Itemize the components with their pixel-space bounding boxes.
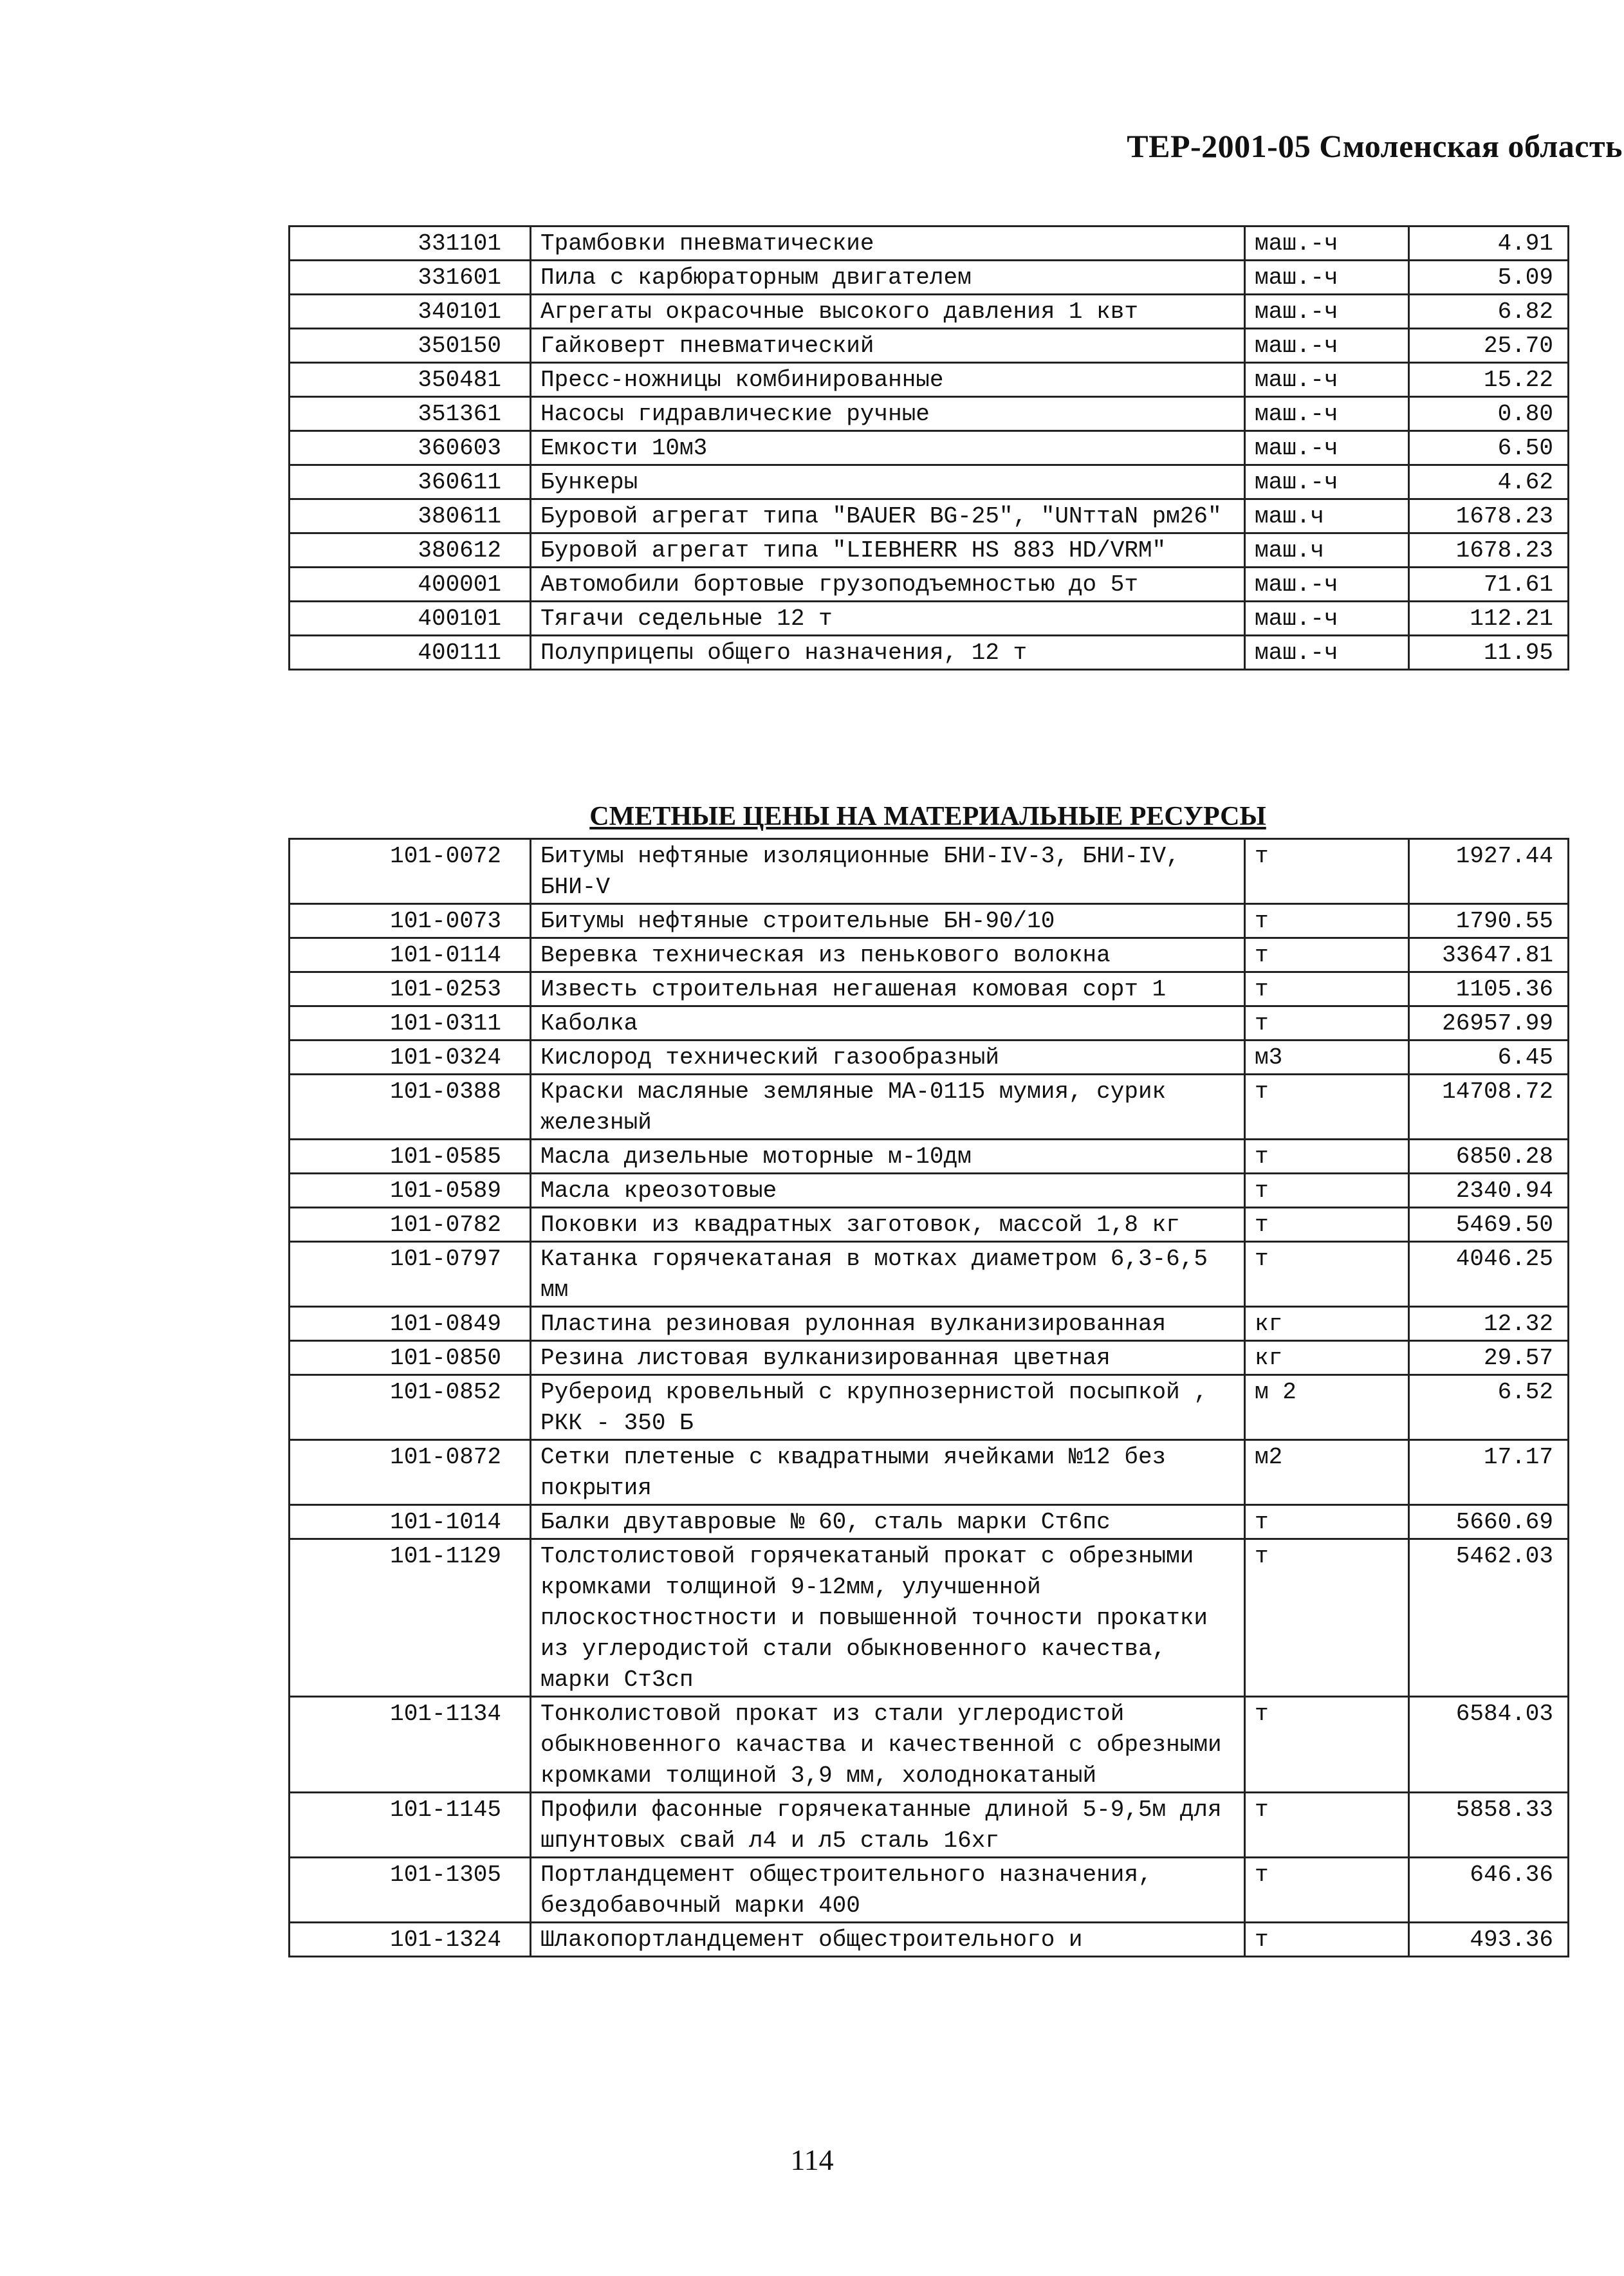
unit-cell: м 2 bbox=[1245, 1375, 1409, 1440]
code-cell: 101-0589 bbox=[290, 1174, 531, 1208]
table-row bbox=[290, 227, 1569, 261]
price-cell: 6584.03 bbox=[1409, 1697, 1569, 1793]
name-cell: Катанка горячекатаная в мотках диаметром 6,3-6,5 мм bbox=[531, 1242, 1245, 1307]
price-cell: 4046.25 bbox=[1409, 1242, 1569, 1307]
code-cell: 101-0797 bbox=[290, 1242, 531, 1307]
code-cell: 360603 bbox=[290, 431, 531, 465]
price-cell: 26957.99 bbox=[1409, 1006, 1569, 1041]
price-cell: 5.09 bbox=[1409, 261, 1569, 295]
name-cell: Пластина резиновая рулонная вулканизированная bbox=[531, 1307, 1245, 1341]
table-row bbox=[290, 329, 1569, 363]
name-cell: Сетки плетеные с квадратными ячейками №12 без покрытия bbox=[531, 1440, 1245, 1505]
code-cell: 101-0114 bbox=[290, 938, 531, 972]
name-cell: Буровой агрегат типа "LIEBHERR HS 883 HD/VRM" bbox=[531, 533, 1245, 568]
unit-cell: кг bbox=[1245, 1341, 1409, 1375]
code-cell: 350150 bbox=[290, 329, 531, 363]
table-row bbox=[290, 533, 1569, 568]
code-cell: 380612 bbox=[290, 533, 531, 568]
name-cell: Балки двутавровые № 60, сталь марки Ст6пс bbox=[531, 1505, 1245, 1539]
name-cell: Полуприцепы общего назначения, 12 т bbox=[531, 636, 1245, 670]
table-row bbox=[290, 1793, 1569, 1858]
code-cell: 101-0849 bbox=[290, 1307, 531, 1341]
name-cell: Буровой агрегат типа "BAUER BG-25", "UNттаN рм26" bbox=[531, 499, 1245, 533]
name-cell: Автомобили бортовые грузоподъемностью до 5т bbox=[531, 568, 1245, 602]
price-cell: 6.45 bbox=[1409, 1041, 1569, 1075]
price-cell: 29.57 bbox=[1409, 1341, 1569, 1375]
code-cell: 331101 bbox=[290, 227, 531, 261]
unit-cell: маш.-ч bbox=[1245, 636, 1409, 670]
name-cell: Пила с карбюраторным двигателем bbox=[531, 261, 1245, 295]
code-cell: 101-0253 bbox=[290, 972, 531, 1006]
unit-cell: т bbox=[1245, 1006, 1409, 1041]
code-cell: 101-0324 bbox=[290, 1041, 531, 1075]
price-cell: 33647.81 bbox=[1409, 938, 1569, 972]
code-cell: 101-1129 bbox=[290, 1539, 531, 1697]
name-cell: Агрегаты окрасочные высокого давления 1 квт bbox=[531, 295, 1245, 329]
price-cell: 1790.55 bbox=[1409, 904, 1569, 938]
table-row bbox=[290, 1140, 1569, 1174]
unit-cell: т bbox=[1245, 972, 1409, 1006]
table-row bbox=[290, 1242, 1569, 1307]
price-cell: 6.50 bbox=[1409, 431, 1569, 465]
unit-cell: т bbox=[1245, 904, 1409, 938]
price-cell: 1105.36 bbox=[1409, 972, 1569, 1006]
unit-cell: маш.-ч bbox=[1245, 602, 1409, 636]
table-row bbox=[290, 261, 1569, 295]
name-cell: Веревка техническая из пенькового волокна bbox=[531, 938, 1245, 972]
unit-cell: т bbox=[1245, 839, 1409, 904]
table-row bbox=[290, 1041, 1569, 1075]
table-row bbox=[290, 1174, 1569, 1208]
code-cell: 101-0852 bbox=[290, 1375, 531, 1440]
unit-cell: т bbox=[1245, 1075, 1409, 1140]
unit-cell: маш.-ч bbox=[1245, 568, 1409, 602]
code-cell: 101-1305 bbox=[290, 1858, 531, 1923]
unit-cell: маш.-ч bbox=[1245, 227, 1409, 261]
unit-cell: т bbox=[1245, 1208, 1409, 1242]
name-cell: Масла дизельные моторные м-10дм bbox=[531, 1140, 1245, 1174]
table-row bbox=[290, 568, 1569, 602]
table-row bbox=[290, 636, 1569, 670]
code-cell: 101-0782 bbox=[290, 1208, 531, 1242]
name-cell: Поковки из квадратных заготовок, массой 1,8 кг bbox=[531, 1208, 1245, 1242]
unit-cell: маш.-ч bbox=[1245, 397, 1409, 431]
unit-cell: т bbox=[1245, 1923, 1409, 1957]
table-row bbox=[290, 972, 1569, 1006]
unit-cell: т bbox=[1245, 1140, 1409, 1174]
table-row bbox=[290, 1505, 1569, 1539]
materials-price-table bbox=[288, 838, 1569, 1957]
table-row bbox=[290, 465, 1569, 499]
name-cell: Кислород технический газообразный bbox=[531, 1041, 1245, 1075]
code-cell: 400111 bbox=[290, 636, 531, 670]
table-row bbox=[290, 1440, 1569, 1505]
unit-cell: т bbox=[1245, 1539, 1409, 1697]
table-row bbox=[290, 1375, 1569, 1440]
table-row bbox=[290, 1923, 1569, 1957]
code-cell: 101-0073 bbox=[290, 904, 531, 938]
table-row bbox=[290, 431, 1569, 465]
code-cell: 101-0850 bbox=[290, 1341, 531, 1375]
table-row bbox=[290, 1539, 1569, 1697]
page-number: 114 bbox=[790, 2143, 834, 2176]
name-cell: Емкости 10м3 bbox=[531, 431, 1245, 465]
price-cell: 1678.23 bbox=[1409, 499, 1569, 533]
unit-cell: м3 bbox=[1245, 1041, 1409, 1075]
price-cell: 1678.23 bbox=[1409, 533, 1569, 568]
name-cell: Шлакопортландцемент общестроительного и bbox=[531, 1923, 1245, 1957]
table-row bbox=[290, 1006, 1569, 1041]
unit-cell: маш.-ч bbox=[1245, 431, 1409, 465]
unit-cell: т bbox=[1245, 1858, 1409, 1923]
table-row bbox=[290, 363, 1569, 397]
name-cell: Гайковерт пневматический bbox=[531, 329, 1245, 363]
unit-cell: м2 bbox=[1245, 1440, 1409, 1505]
unit-cell: маш.-ч bbox=[1245, 363, 1409, 397]
table-row bbox=[290, 1697, 1569, 1793]
unit-cell: т bbox=[1245, 1697, 1409, 1793]
table-row bbox=[290, 1075, 1569, 1140]
name-cell: Рубероид кровельный с крупнозернистой посыпкой , РКК - 350 Б bbox=[531, 1375, 1245, 1440]
table-row bbox=[290, 904, 1569, 938]
price-cell: 17.17 bbox=[1409, 1440, 1569, 1505]
unit-cell: т bbox=[1245, 1505, 1409, 1539]
unit-cell: маш.-ч bbox=[1245, 295, 1409, 329]
document-header-title: ТЕР-2001-05 Смоленская область bbox=[1127, 128, 1623, 164]
code-cell: 380611 bbox=[290, 499, 531, 533]
price-cell: 646.36 bbox=[1409, 1858, 1569, 1923]
name-cell: Пресс-ножницы комбинированные bbox=[531, 363, 1245, 397]
price-cell: 2340.94 bbox=[1409, 1174, 1569, 1208]
table-row bbox=[290, 602, 1569, 636]
unit-cell: кг bbox=[1245, 1307, 1409, 1341]
table-row bbox=[290, 938, 1569, 972]
price-cell: 0.80 bbox=[1409, 397, 1569, 431]
price-cell: 5858.33 bbox=[1409, 1793, 1569, 1858]
code-cell: 101-0311 bbox=[290, 1006, 531, 1041]
price-cell: 71.61 bbox=[1409, 568, 1569, 602]
name-cell: Портландцемент общестроительного назначения, бездобавочный марки 400 bbox=[531, 1858, 1245, 1923]
name-cell: Краски масляные земляные МА-0115 мумия, сурик железный bbox=[531, 1075, 1245, 1140]
price-cell: 5660.69 bbox=[1409, 1505, 1569, 1539]
unit-cell: т bbox=[1245, 1242, 1409, 1307]
price-cell: 6.52 bbox=[1409, 1375, 1569, 1440]
price-cell: 493.36 bbox=[1409, 1923, 1569, 1957]
materials-section-heading: СМЕТНЫЕ ЦЕНЫ НА МАТЕРИАЛЬНЫЕ РЕСУРСЫ bbox=[589, 802, 1266, 831]
code-cell: 101-0388 bbox=[290, 1075, 531, 1140]
code-cell: 101-1134 bbox=[290, 1697, 531, 1793]
unit-cell: маш.-ч bbox=[1245, 329, 1409, 363]
machines-price-table bbox=[288, 225, 1569, 671]
price-cell: 15.22 bbox=[1409, 363, 1569, 397]
code-cell: 101-0585 bbox=[290, 1140, 531, 1174]
price-cell: 4.91 bbox=[1409, 227, 1569, 261]
name-cell: Трамбовки пневматические bbox=[531, 227, 1245, 261]
code-cell: 101-1145 bbox=[290, 1793, 531, 1858]
materials-table-body bbox=[290, 839, 1569, 1957]
unit-cell: т bbox=[1245, 1174, 1409, 1208]
name-cell: Тягачи седельные 12 т bbox=[531, 602, 1245, 636]
price-cell: 6.82 bbox=[1409, 295, 1569, 329]
name-cell: Резина листовая вулканизированная цветная bbox=[531, 1341, 1245, 1375]
code-cell: 340101 bbox=[290, 295, 531, 329]
name-cell: Профили фасонные горячекатанные длиной 5-9,5м для шпунтовых свай л4 и л5 сталь 16хг bbox=[531, 1793, 1245, 1858]
price-cell: 11.95 bbox=[1409, 636, 1569, 670]
machines-table-body bbox=[290, 227, 1569, 670]
name-cell: Каболка bbox=[531, 1006, 1245, 1041]
unit-cell: маш.ч bbox=[1245, 499, 1409, 533]
table-row bbox=[290, 1858, 1569, 1923]
price-cell: 25.70 bbox=[1409, 329, 1569, 363]
table-row bbox=[290, 839, 1569, 904]
price-cell: 5469.50 bbox=[1409, 1208, 1569, 1242]
unit-cell: т bbox=[1245, 1793, 1409, 1858]
name-cell: Известь строительная негашеная комовая сорт 1 bbox=[531, 972, 1245, 1006]
name-cell: Битумы нефтяные изоляционные БНИ-IV-3, БНИ-IV, БНИ-V bbox=[531, 839, 1245, 904]
code-cell: 331601 bbox=[290, 261, 531, 295]
code-cell: 350481 bbox=[290, 363, 531, 397]
name-cell: Битумы нефтяные строительные БН-90/10 bbox=[531, 904, 1245, 938]
price-cell: 12.32 bbox=[1409, 1307, 1569, 1341]
code-cell: 360611 bbox=[290, 465, 531, 499]
name-cell: Насосы гидравлические ручные bbox=[531, 397, 1245, 431]
price-cell: 6850.28 bbox=[1409, 1140, 1569, 1174]
price-cell: 112.21 bbox=[1409, 602, 1569, 636]
code-cell: 101-0072 bbox=[290, 839, 531, 904]
price-cell: 5462.03 bbox=[1409, 1539, 1569, 1697]
name-cell: Бункеры bbox=[531, 465, 1245, 499]
unit-cell: т bbox=[1245, 938, 1409, 972]
name-cell: Тонколистовой прокат из стали углеродистой обыкновенного качаства и качественной с обрезными кромками толщиной 3,9 мм, холоднокатаный bbox=[531, 1697, 1245, 1793]
price-cell: 1927.44 bbox=[1409, 839, 1569, 904]
code-cell: 101-0872 bbox=[290, 1440, 531, 1505]
unit-cell: маш.-ч bbox=[1245, 465, 1409, 499]
table-row bbox=[290, 1208, 1569, 1242]
table-row bbox=[290, 295, 1569, 329]
table-row bbox=[290, 397, 1569, 431]
price-cell: 14708.72 bbox=[1409, 1075, 1569, 1140]
code-cell: 351361 bbox=[290, 397, 531, 431]
code-cell: 101-1014 bbox=[290, 1505, 531, 1539]
name-cell: Масла креозотовые bbox=[531, 1174, 1245, 1208]
name-cell: Толстолистовой горячекатаный прокат с обрезными кромками толщиной 9-12мм, улучшенной плоскостностности и повышенной точности прокатки из углеродистой стали обыкновенного качества, марки Ст3сп bbox=[531, 1539, 1245, 1697]
code-cell: 400001 bbox=[290, 568, 531, 602]
code-cell: 400101 bbox=[290, 602, 531, 636]
table-row bbox=[290, 499, 1569, 533]
unit-cell: маш.ч bbox=[1245, 533, 1409, 568]
table-row bbox=[290, 1307, 1569, 1341]
unit-cell: маш.-ч bbox=[1245, 261, 1409, 295]
code-cell: 101-1324 bbox=[290, 1923, 531, 1957]
price-cell: 4.62 bbox=[1409, 465, 1569, 499]
table-row bbox=[290, 1341, 1569, 1375]
